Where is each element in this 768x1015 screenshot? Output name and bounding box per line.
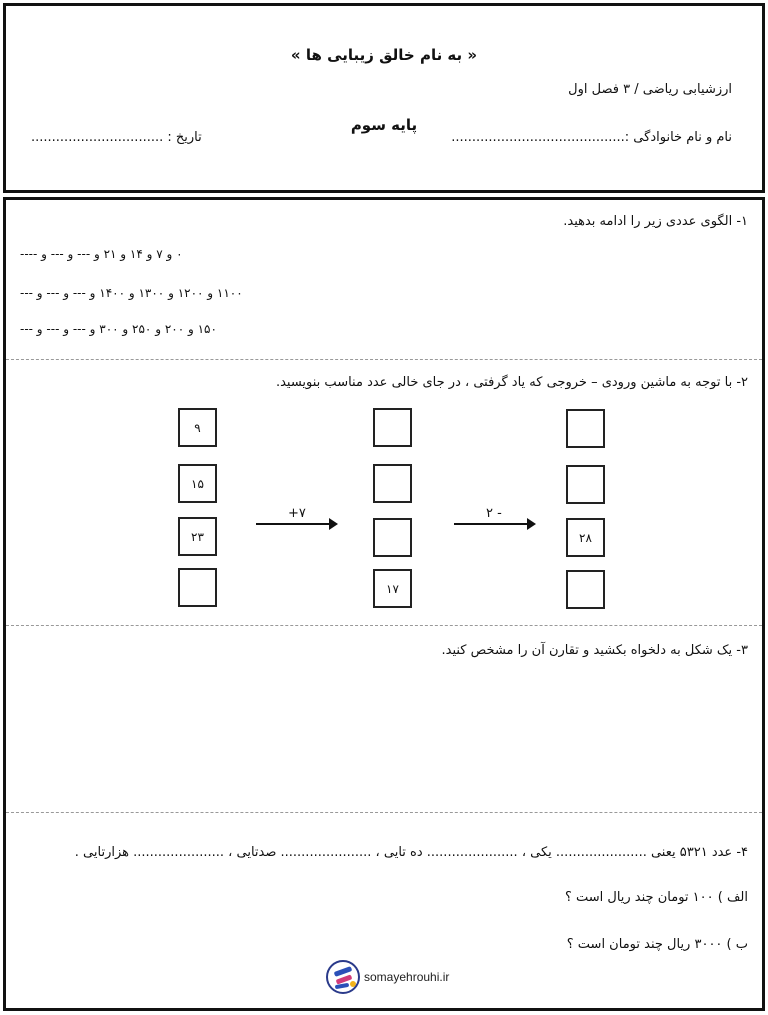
question-2-prompt: ۲- با توجه به ماشین ورودی – خروجی که یاد گرفتی ، در جای خالی عدد مناسب بنویسید. (275, 375, 748, 390)
output-box[interactable] (566, 409, 605, 448)
name-field[interactable]: نام و نام خانوادگی :.......................................... (451, 130, 732, 145)
operation-label-add: +۷ (288, 506, 306, 521)
middle-box[interactable] (373, 518, 412, 557)
date-field[interactable]: تاریخ : ................................ (31, 130, 202, 145)
questions-frame (3, 197, 765, 1011)
question-3-prompt: ۳- یک شکل به دلخواه بکشید و تقارن آن را مشخص کنید. (441, 643, 748, 658)
output-box[interactable] (566, 570, 605, 609)
divider (6, 359, 762, 360)
worksheet-title: « به نام خالق زیبایی ها » (290, 46, 478, 64)
arrow-right-icon (256, 523, 336, 525)
sequence-1[interactable]: ۰ و ۷ و ۱۴ و ۲۱ و --- و --- و ---- (20, 247, 183, 261)
arrow-right-icon (454, 523, 534, 525)
site-url: somayehrouhi.ir (364, 970, 450, 984)
grade-label: پایه سوم (350, 116, 418, 134)
subject-line: ارزشیابی ریاضی / ۳ فصل اول (568, 82, 732, 97)
question-1-prompt: ۱- الگوی عددی زیر را ادامه بدهید. (563, 214, 748, 229)
sequence-3[interactable]: ۱۵۰ و ۲۰۰ و ۲۵۰ و ۳۰۰ و --- و --- و --- (20, 322, 217, 336)
logo-emblem-icon (326, 960, 360, 994)
operation-label-subtract: - ۲ (486, 506, 502, 521)
output-box[interactable] (566, 465, 605, 504)
input-box[interactable]: ۱۵ (178, 464, 217, 503)
input-box[interactable]: ۹ (178, 408, 217, 447)
question-4-prompt[interactable]: ۴- عدد ۵۳۲۱ یعنی ...................... یکی ، ...................... ده تایی ، ...................... صدتایی ، ...................... هزارتایی . (74, 845, 748, 860)
divider (6, 812, 762, 813)
question-4-part-b: ب ) ۳۰۰۰ ریال چند تومان است ؟ (566, 937, 748, 952)
middle-box[interactable]: ۱۷ (373, 569, 412, 608)
site-logo (326, 960, 449, 994)
input-box[interactable] (178, 568, 217, 607)
sequence-2[interactable]: ۱۱۰۰ و ۱۲۰۰ و ۱۳۰۰ و ۱۴۰۰ و --- و --- و --- (20, 286, 243, 300)
input-box[interactable]: ۲۳ (178, 517, 217, 556)
divider (6, 625, 762, 626)
middle-box[interactable] (373, 464, 412, 503)
header-frame (3, 3, 765, 193)
output-box[interactable]: ۲۸ (566, 518, 605, 557)
middle-box[interactable] (373, 408, 412, 447)
question-4-part-a: الف ) ۱۰۰ تومان چند ریال است ؟ (564, 890, 748, 905)
